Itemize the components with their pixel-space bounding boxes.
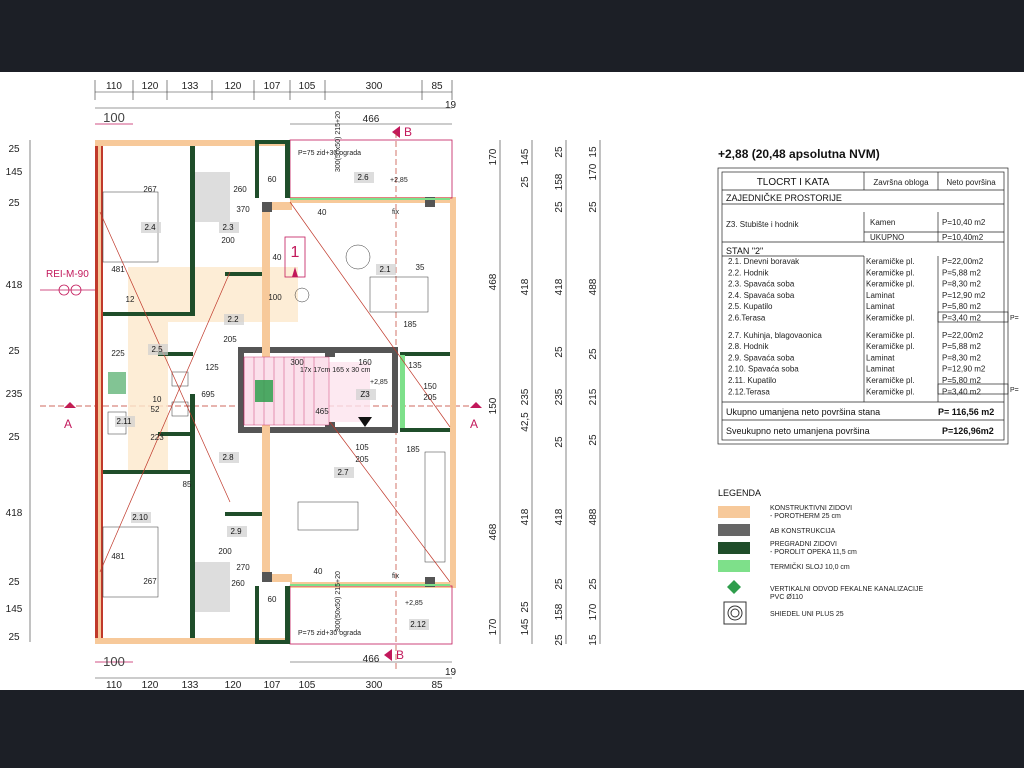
area-table <box>718 147 1019 444</box>
bottom-dim-3: 133 <box>181 680 199 690</box>
right-dimension: 25 <box>520 176 531 188</box>
common-header: ZAJEDNIČKE PROSTORIJE <box>726 193 842 203</box>
sum1-area: P= 116,56 m2 <box>938 407 995 417</box>
legend-title: LEGENDA <box>718 488 762 498</box>
inner-dimension: 270 <box>236 563 250 572</box>
right-dimension: 170 <box>588 603 599 621</box>
right-dimension: 25 <box>588 201 599 213</box>
legend-text-5b: PVC Ø110 <box>770 594 803 601</box>
left-dim-25d: 25 <box>8 432 20 443</box>
inner-dimension: 160 <box>358 358 372 367</box>
bottom-dim-2: 120 <box>141 680 159 690</box>
inner-dimension: 185 <box>403 320 417 329</box>
right-dimension: 418 <box>520 508 531 526</box>
room-row-finish: Keramičke pl. <box>866 330 915 340</box>
room-row-finish: Keramičke pl. <box>866 376 915 385</box>
room-row-area: P=8,30 m2 <box>942 353 981 363</box>
level-mark-bottom: +2,85 <box>405 600 423 607</box>
room-row-area: P=5,80 m2 <box>942 302 981 312</box>
bottom-dim-8: 85 <box>431 680 443 690</box>
room-label: 2.11 <box>116 417 132 426</box>
room-row-area: P=22,00m2 <box>942 257 984 266</box>
legend-swatch-ab <box>718 524 750 536</box>
inner-dimension: 205 <box>223 335 237 344</box>
room-label: 2.9 <box>230 527 242 536</box>
right-dimension: 25 <box>554 146 565 158</box>
left-dimension-column <box>6 140 30 643</box>
left-dim-418b: 418 <box>5 508 23 519</box>
top-sub-466: 466 <box>362 114 380 125</box>
room-row-finish: Laminat <box>866 353 895 363</box>
left-dim-145a: 145 <box>5 167 23 178</box>
terrace-note-bottom: P=75 zid+30 ograda <box>298 630 362 637</box>
room-label: 2.10 <box>132 513 148 522</box>
level-mark-stairs: +2,85 <box>370 379 388 386</box>
legend-text-3a: PREGRADNI ZIDOVI <box>770 541 837 548</box>
table-col-room: TLOCRT I KATA <box>756 177 830 188</box>
window-note-top: 300(50x50) 215+20 <box>335 111 342 172</box>
bottom-dim-5: 107 <box>263 680 281 690</box>
room-row-name: 2.7. Kuhinja, blagovaonica <box>728 330 822 340</box>
drain-pipe-icon <box>727 580 741 594</box>
level-mark-top: +2,85 <box>390 177 408 184</box>
top-dim-7: 300 <box>365 81 383 92</box>
room-row-finish: Keramičke pl. <box>866 268 915 278</box>
right-dimension: 42,5 <box>520 412 531 432</box>
room-row-name: 2.1. Dnevni boravak <box>728 257 800 266</box>
room-label: 2.8 <box>222 453 234 462</box>
room-row-name: 2.3. Spavaća soba <box>728 279 795 289</box>
bottom-dim-4: 120 <box>224 680 242 690</box>
top-sub-19: 19 <box>445 100 457 111</box>
right-dimension: 25 <box>554 436 565 448</box>
legend-text-4: TERMIČKI SLOJ 10,0 cm <box>770 564 850 571</box>
top-dim-4: 120 <box>224 81 242 92</box>
inner-dimension: 12 <box>125 295 135 304</box>
overflow-mark-2: P= <box>1010 387 1019 394</box>
inner-dimension: 100 <box>268 293 282 302</box>
legend-text-1a: KONSTRUKTIVNI ZIDOVI <box>770 505 853 512</box>
right-dimension: 418 <box>554 278 565 296</box>
level-title: +2,88 (20,48 apsolutna NVM) <box>718 147 880 161</box>
room-row-finish: Keramičke pl. <box>866 257 915 266</box>
bottom-sub-19: 19 <box>445 667 457 678</box>
left-dim-25f: 25 <box>8 632 20 643</box>
room-row-finish: Keramičke pl. <box>866 342 915 352</box>
right-dimension: 158 <box>554 603 565 621</box>
common-total-area: P=10,40m2 <box>942 233 984 242</box>
overflow-mark-1: P= <box>1010 315 1019 322</box>
legend-swatch-partition <box>718 542 750 554</box>
room-row-finish: Laminat <box>866 290 895 300</box>
room-row-finish: Keramičke pl. <box>866 387 915 397</box>
legend-text-1b: - POROTHERM 25 cm <box>770 513 841 520</box>
section-b-label-bottom: B <box>396 648 405 662</box>
inner-dimension: 105 <box>355 443 369 452</box>
room-row-area: P=22,00m2 <box>942 330 984 340</box>
right-dimension: 15 <box>588 634 599 646</box>
inner-dimension: 185 <box>406 445 420 454</box>
bottom-dim-1: 110 <box>106 680 122 690</box>
right-dimension: 488 <box>588 508 599 526</box>
inner-dimension: 260 <box>233 185 247 194</box>
fix-label-top: fix <box>392 209 399 216</box>
left-dim-25a: 25 <box>8 144 20 155</box>
bottom-dim-7: 300 <box>365 680 383 690</box>
inner-dimension: 40 <box>317 208 327 217</box>
inner-dimension: 267 <box>143 185 157 194</box>
room-row-name: 2.4. Spavaća soba <box>728 290 795 300</box>
inner-dimension: 481 <box>111 265 125 274</box>
inner-dimension: 150 <box>423 382 437 391</box>
room-label: 2.5 <box>151 345 163 354</box>
building-plan <box>95 111 456 644</box>
legend-text-5a: VERTIKALNI ODVOD FEKALNE KANALIZACIJE <box>770 586 924 593</box>
room-label: 2.2 <box>227 315 239 324</box>
fix-label-bottom: fix <box>392 573 399 580</box>
room-label: 2.3 <box>222 223 234 232</box>
room-row-area: P=8,30 m2 <box>942 279 981 289</box>
right-dimension: 25 <box>554 578 565 590</box>
room-row-finish: Laminat <box>866 302 895 312</box>
right-dimension: 145 <box>520 618 531 636</box>
top-letterbox <box>0 0 1024 72</box>
table-col-area: Neto površina <box>946 178 996 187</box>
room-row-name: 2.6.Terasa <box>728 313 766 323</box>
top-dim-6: 105 <box>298 81 316 92</box>
top-dim-5: 107 <box>263 81 281 92</box>
common-row-area: P=10,40 m2 <box>942 218 986 227</box>
section-a-label-left: A <box>64 417 73 431</box>
inner-dimension: 481 <box>111 552 125 561</box>
inner-dimension: 300 <box>290 358 304 367</box>
section-a-label-right: A <box>470 417 479 431</box>
room-row-name: 2.5. Kupatilo <box>728 302 773 312</box>
chimney-icon <box>724 602 746 624</box>
legend-text-2: AB KONSTRUKCIJA <box>770 528 836 535</box>
rei-marker-icon <box>40 285 98 295</box>
right-dimension: 215 <box>588 388 599 406</box>
room-row-finish: Keramičke pl. <box>866 279 915 289</box>
right-dimension: 145 <box>520 148 531 166</box>
top-dim-3: 133 <box>181 81 199 92</box>
stair-note: 17x 17cm 165 x 30 cm <box>300 367 371 374</box>
common-row-finish: Kamen <box>870 218 896 227</box>
inner-dimension: 135 <box>408 361 422 370</box>
right-dimension: 25 <box>520 601 531 613</box>
room-row-name: 2.11. Kupatilo <box>728 376 777 385</box>
right-dimension: 170 <box>488 148 499 166</box>
room-row-name: 2.2. Hodnik <box>728 268 769 278</box>
room-row-name: 2.10. Spavaća soba <box>728 364 799 374</box>
inner-dimension: 125 <box>205 363 219 372</box>
sum2-area: P=126,96m2 <box>942 426 994 436</box>
right-dimension: 25 <box>588 348 599 360</box>
right-dimension: 235 <box>554 388 565 406</box>
common-row-name: Z3. Stubište i hodnik <box>726 220 799 229</box>
room-row-finish: Keramičke pl. <box>866 313 915 323</box>
right-dimension: 488 <box>588 278 599 296</box>
inner-dimension: 52 <box>150 405 160 414</box>
stair-number: 1 <box>290 244 300 261</box>
table-col-finish: Završna obloga <box>873 178 929 187</box>
inner-dimension: 200 <box>218 547 232 556</box>
room-row-area: P=3,40 m2 <box>942 313 981 323</box>
room-label: 2.7 <box>337 468 349 477</box>
section-b-label: B <box>404 125 413 139</box>
right-dimension: 418 <box>520 278 531 296</box>
inner-dimension: 205 <box>355 455 369 464</box>
room-row-area: P=5,80 m2 <box>942 376 981 385</box>
top-sub-100: 100 <box>103 110 125 125</box>
inner-dimension: 260 <box>231 579 245 588</box>
floor-plan-drawing <box>0 72 1024 690</box>
legend-text-6: SHIEDEL UNI PLUS 25 <box>770 611 844 618</box>
right-dimension: 158 <box>554 173 565 191</box>
top-dim-2: 120 <box>141 81 159 92</box>
top-dimension-line <box>95 80 457 125</box>
left-dim-25b: 25 <box>8 198 20 209</box>
sum2-label: Sveukupno neto umanjena površina <box>726 426 870 436</box>
right-dimension: 170 <box>488 618 499 636</box>
legend-text-3b: - POROLIT OPEKA 11,5 cm <box>770 549 857 556</box>
room-label: 2.1 <box>379 265 391 274</box>
bottom-sub-100: 100 <box>103 654 125 669</box>
terrace-note-top: P=75 zid+30 ograda <box>298 150 362 157</box>
right-dimension: 235 <box>520 388 531 406</box>
room-row-name: 2.9. Spavaća soba <box>728 353 795 363</box>
room-row-name: 2.12.Terasa <box>728 387 770 397</box>
window-note-bottom: 300(50x50) 215+20 <box>335 571 342 632</box>
rei-label: REI-M-90 <box>46 269 89 280</box>
room-row-finish: Laminat <box>866 364 895 374</box>
drawing-sheet <box>0 72 1024 690</box>
room-row-area: P=12,90 m2 <box>942 364 986 374</box>
right-dimension: 25 <box>554 346 565 358</box>
room-label: 2.12 <box>410 620 426 629</box>
bottom-dim-6: 105 <box>298 680 316 690</box>
room-row-area: P=5,88 m2 <box>942 268 981 278</box>
room-label: 2.6 <box>357 173 369 182</box>
section-mark-a-right <box>470 402 482 431</box>
legend <box>718 488 923 624</box>
room-row-area: P=12,90 m2 <box>942 290 986 300</box>
room-label: 2.4 <box>144 223 156 232</box>
inner-dimension: 267 <box>143 577 157 586</box>
inner-dimension: 85 <box>182 480 192 489</box>
right-dimension: 418 <box>554 508 565 526</box>
bottom-sub-466: 466 <box>362 654 380 665</box>
room-label: Z3 <box>360 390 370 399</box>
common-total-label: UKUPNO <box>870 233 905 242</box>
right-dimension: 15 <box>588 146 599 158</box>
left-dim-25e: 25 <box>8 577 20 588</box>
legend-swatch-thermal <box>718 560 750 572</box>
right-dimension: 468 <box>488 523 499 541</box>
left-dim-418a: 418 <box>5 280 23 291</box>
right-dimension: 150 <box>488 397 499 415</box>
bottom-letterbox <box>0 690 1024 768</box>
room-row-name: 2.8. Hodnik <box>728 342 769 352</box>
right-dimension: 25 <box>554 634 565 646</box>
room-row-area: P=5,88 m2 <box>942 342 981 352</box>
right-dimension: 25 <box>588 578 599 590</box>
inner-dimension: 10 <box>152 395 162 404</box>
inner-dimension: 225 <box>111 349 125 358</box>
inner-dimension: 40 <box>313 567 323 576</box>
top-dim-1: 110 <box>106 81 122 92</box>
room-row-area: P=3,40 m2 <box>942 387 981 397</box>
legend-swatch-structural <box>718 506 750 518</box>
right-dimension: 170 <box>588 163 599 181</box>
right-dimension: 468 <box>488 273 499 291</box>
left-dim-235: 235 <box>5 389 23 400</box>
inner-dimension: 35 <box>415 263 425 272</box>
stan-header: STAN "2" <box>726 246 764 256</box>
inner-dimension: 370 <box>236 205 250 214</box>
inner-dimension: 60 <box>267 595 277 604</box>
inner-dimension: 40 <box>272 253 282 262</box>
inner-dimension: 465 <box>315 407 329 416</box>
right-dimension: 25 <box>588 434 599 446</box>
right-dimension-columns <box>488 140 600 646</box>
left-dim-145b: 145 <box>5 604 23 615</box>
left-dim-25c: 25 <box>8 346 20 357</box>
top-dim-8: 85 <box>431 81 443 92</box>
section-mark-b-bottom <box>384 648 404 662</box>
inner-dimension: 205 <box>423 393 437 402</box>
sum1-label: Ukupno umanjena neto površina stana <box>726 407 881 417</box>
inner-dimension: 695 <box>201 390 215 399</box>
right-dimension: 25 <box>554 201 565 213</box>
inner-dimension: 200 <box>221 236 235 245</box>
inner-dimension: 223 <box>150 433 164 442</box>
inner-dimension: 60 <box>267 175 277 184</box>
